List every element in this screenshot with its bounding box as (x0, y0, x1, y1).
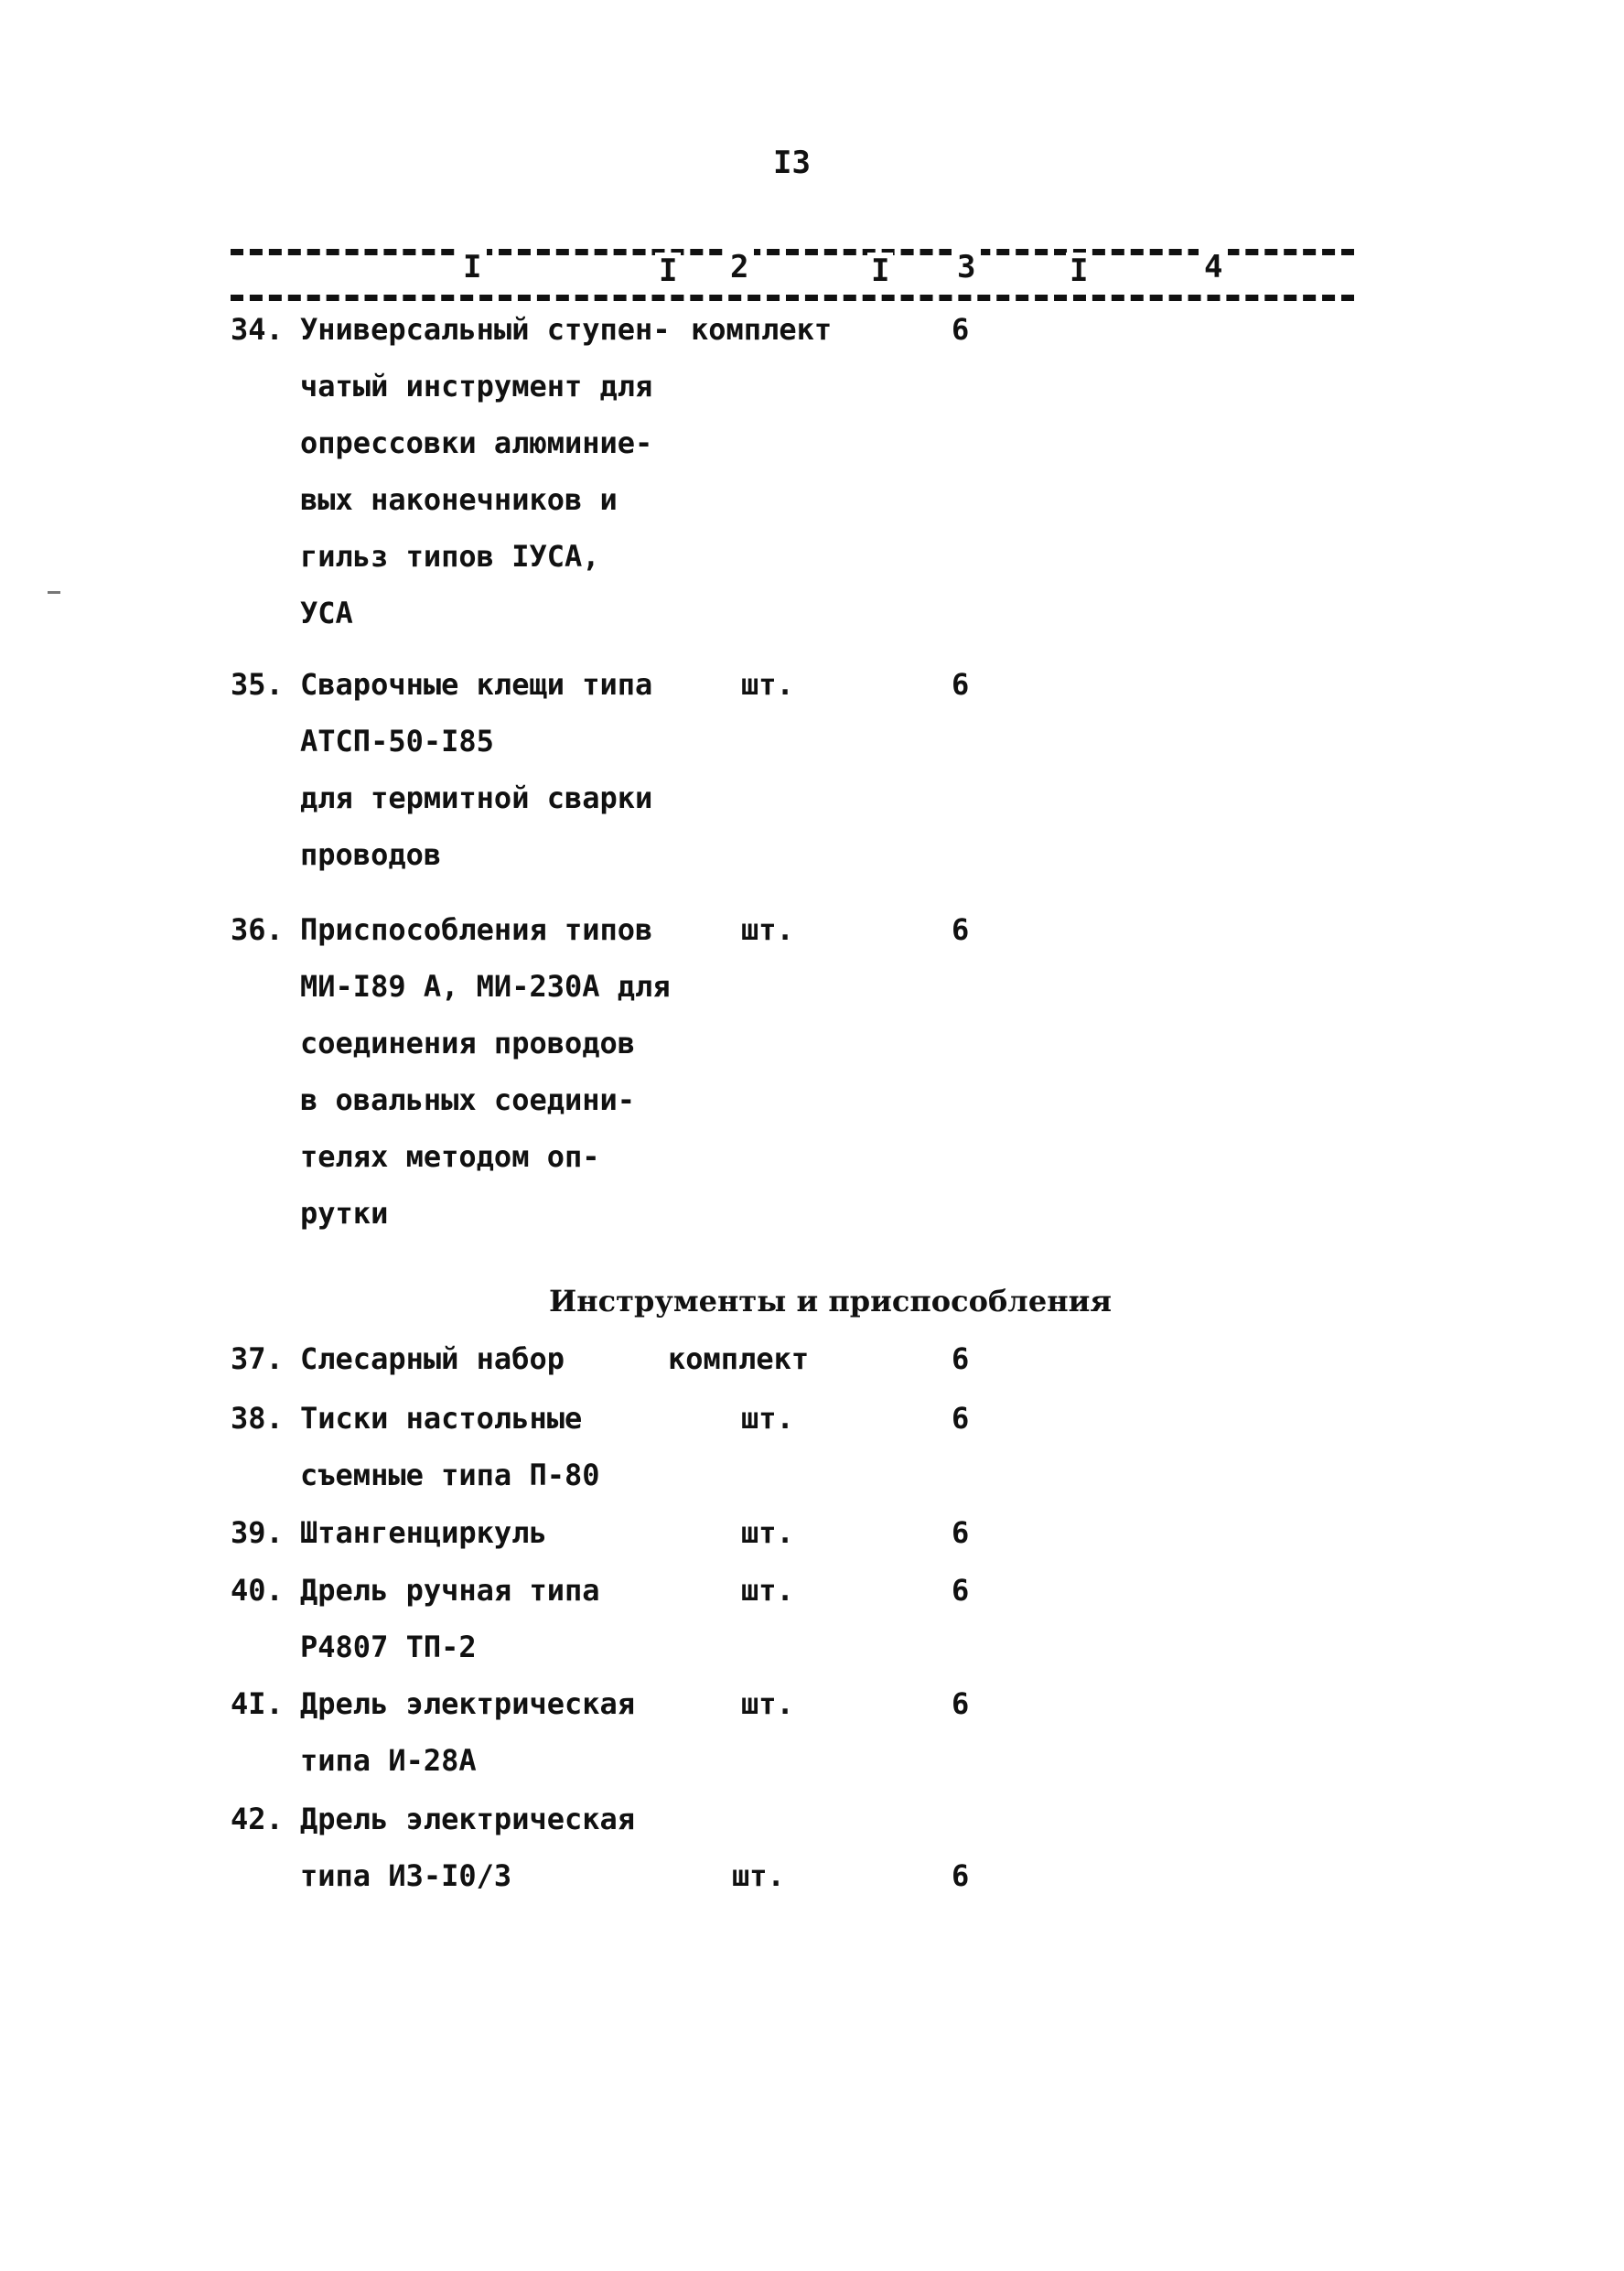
item-number: 38. (231, 1401, 284, 1436)
column-header-2: 2 (725, 249, 754, 285)
item-unit: шт. (732, 1858, 785, 1893)
item-unit: шт. (741, 1515, 794, 1550)
item-name-line: соединения проводов (300, 1026, 636, 1060)
item-quantity: 6 (952, 1515, 970, 1550)
item-unit: шт. (741, 912, 794, 947)
item-name-line: проводов (300, 837, 442, 872)
item-unit: шт. (741, 1686, 794, 1721)
item-name-line: Универсальный ступен- (300, 312, 671, 347)
column-header-3: 3 (952, 249, 981, 285)
item-quantity: 6 (952, 1858, 970, 1893)
item-unit: шт. (741, 1573, 794, 1608)
item-unit: шт. (741, 1401, 794, 1436)
column-separator: I (655, 253, 681, 289)
item-name-line: вых наконечников и (300, 482, 618, 517)
page-number: I3 (773, 145, 811, 181)
item-name-line: МИ-I89 А, МИ-230А для (300, 969, 671, 1004)
item-number: 37. (231, 1341, 284, 1376)
item-quantity: 6 (952, 912, 970, 947)
item-unit: комплект (668, 1341, 810, 1376)
column-separator: I (867, 253, 893, 289)
item-name-line: в овальных соедини- (300, 1082, 636, 1117)
item-name-line: Р4807 ТП-2 (300, 1630, 477, 1664)
column-header-1: I (457, 249, 487, 285)
item-name-line: Приспособления типов (300, 912, 653, 947)
item-name-line: Тиски настольные (300, 1401, 583, 1436)
table-header-rule-bottom (231, 295, 1354, 301)
item-quantity: 6 (952, 1341, 970, 1376)
item-number: 40. (231, 1573, 284, 1608)
item-number: 35. (231, 667, 284, 702)
item-unit: шт. (741, 667, 794, 702)
item-name-line: съемные типа П-80 (300, 1458, 600, 1492)
item-name-line: гильз типов IУСА, (300, 539, 600, 574)
item-name-line: телях методом оп- (300, 1139, 600, 1174)
column-header-4: 4 (1199, 249, 1228, 285)
item-name-line: типа И-28А (300, 1743, 477, 1778)
item-quantity: 6 (952, 312, 970, 347)
item-name-line: АТСП-50-I85 (300, 724, 494, 759)
section-title: Инструменты и приспособления (549, 1284, 1112, 1318)
item-number: 34. (231, 312, 284, 347)
table-header-rule-top (231, 249, 1354, 255)
item-number: 4I. (231, 1686, 284, 1721)
item-quantity: 6 (952, 1573, 970, 1608)
item-name-line: Сварочные клещи типа (300, 667, 653, 702)
item-name-line: Дрель ручная типа (300, 1573, 600, 1608)
item-name-line: Дрель электрическая (300, 1686, 636, 1721)
item-name-line: для термитной сварки (300, 780, 653, 815)
item-name-line: Слесарный набор (300, 1341, 565, 1376)
item-name-line: УСА (300, 596, 353, 630)
scan-artifact (48, 591, 60, 594)
item-number: 42. (231, 1802, 284, 1836)
item-quantity: 6 (952, 1401, 970, 1436)
item-name-line: чатый инструмент для (300, 369, 653, 404)
item-number: 36. (231, 912, 284, 947)
column-separator: I (1066, 253, 1092, 289)
item-number: 39. (231, 1515, 284, 1550)
item-unit: комплект (691, 312, 833, 347)
item-name-line: типа И3-I0/3 (300, 1858, 512, 1893)
item-name-line: опрессовки алюминие- (300, 425, 653, 460)
item-name-line: рутки (300, 1196, 389, 1231)
item-name-line: Дрель электрическая (300, 1802, 636, 1836)
item-quantity: 6 (952, 667, 970, 702)
item-quantity: 6 (952, 1686, 970, 1721)
item-name-line: Штангенциркуль (300, 1515, 547, 1550)
